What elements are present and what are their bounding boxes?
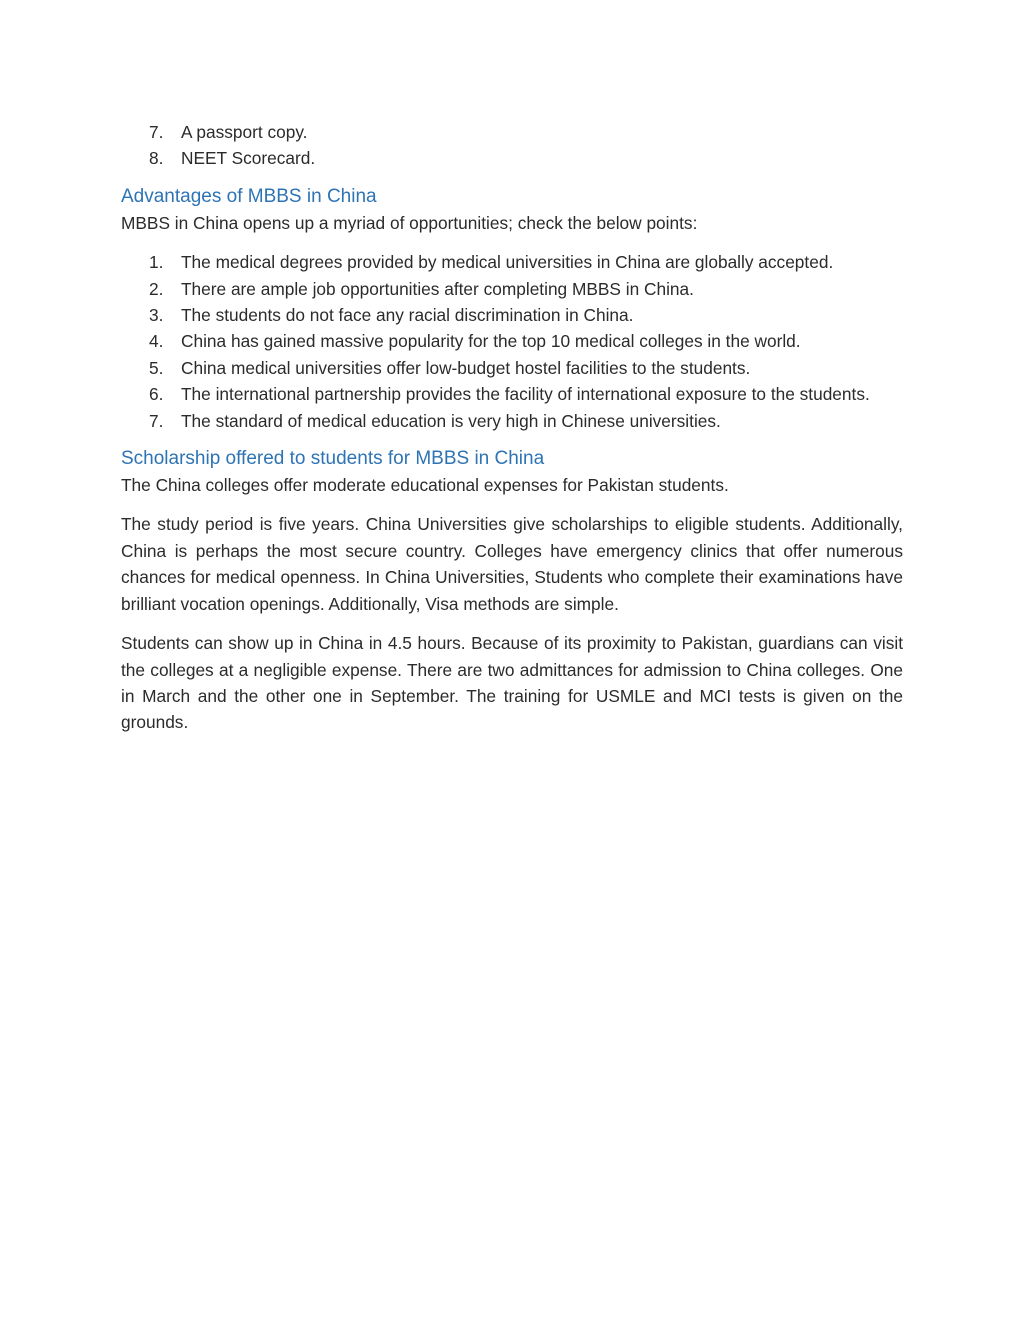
list-number: 5. <box>149 357 164 378</box>
advantages-list <box>121 249 903 434</box>
advantages-intro: MBBS in China opens up a myriad of opportunities; check the below points: <box>121 212 698 233</box>
scholarship-paragraph: The China colleges offer moderate educational expenses for Pakistan students. <box>121 475 729 496</box>
list-item <box>121 145 903 171</box>
list-item <box>121 302 903 328</box>
list-item <box>121 408 903 434</box>
list-number: 7. <box>149 122 164 142</box>
list-text: The medical degrees provided by medical universities in China are globally accepted. <box>181 252 834 273</box>
list-number: 4. <box>149 331 164 352</box>
list-text: The standard of medical education is very high in Chinese universities. <box>181 410 721 431</box>
list-item <box>121 276 903 302</box>
list-item <box>121 328 903 354</box>
list-item <box>121 381 903 407</box>
scholarship-paragraph: The study period is five years. China Universities give scholarships to eligible students. Additionally, China is perhaps the most secure country. Colleges have emergency clinics that offer numerous chances for medical openness. In China Universities, Students who complete their examinations have brilliant vocation openings. Additionally, Visa methods are simple. <box>121 514 903 614</box>
document-page <box>121 119 903 749</box>
list-text: The students do not face any racial discrimination in China. <box>181 305 634 326</box>
advantages-heading: Advantages of MBBS in China <box>121 185 377 207</box>
list-number: 1. <box>149 252 164 273</box>
list-number: 7. <box>149 410 164 431</box>
list-item <box>121 355 903 381</box>
list-text: The international partnership provides the facility of international exposure to the students. <box>181 384 870 405</box>
list-text: NEET Scorecard. <box>181 148 316 169</box>
list-text: A passport copy. <box>181 122 308 142</box>
list-number: 6. <box>149 384 164 405</box>
list-number: 3. <box>149 305 164 326</box>
list-number: 8. <box>149 148 164 169</box>
list-text: China has gained massive popularity for the top 10 medical colleges in the world. <box>181 331 801 352</box>
list-text: China medical universities offer low-budget hostel facilities to the students. <box>181 357 751 378</box>
scholarship-heading: Scholarship offered to students for MBBS in China <box>121 448 545 470</box>
list-item <box>121 249 903 275</box>
documents-list-continued <box>121 119 903 172</box>
scholarship-paragraph: Students can show up in China in 4.5 hours. Because of its proximity to Pakistan, guardians can visit the colleges at a negligible expense. There are two admittances for admission to China colleges. One in March and the other one in September. The training for USMLE and MCI tests is given on the grounds. <box>121 633 903 733</box>
list-text: There are ample job opportunities after completing MBBS in China. <box>181 278 694 299</box>
list-item <box>121 119 903 145</box>
list-number: 2. <box>149 278 164 299</box>
